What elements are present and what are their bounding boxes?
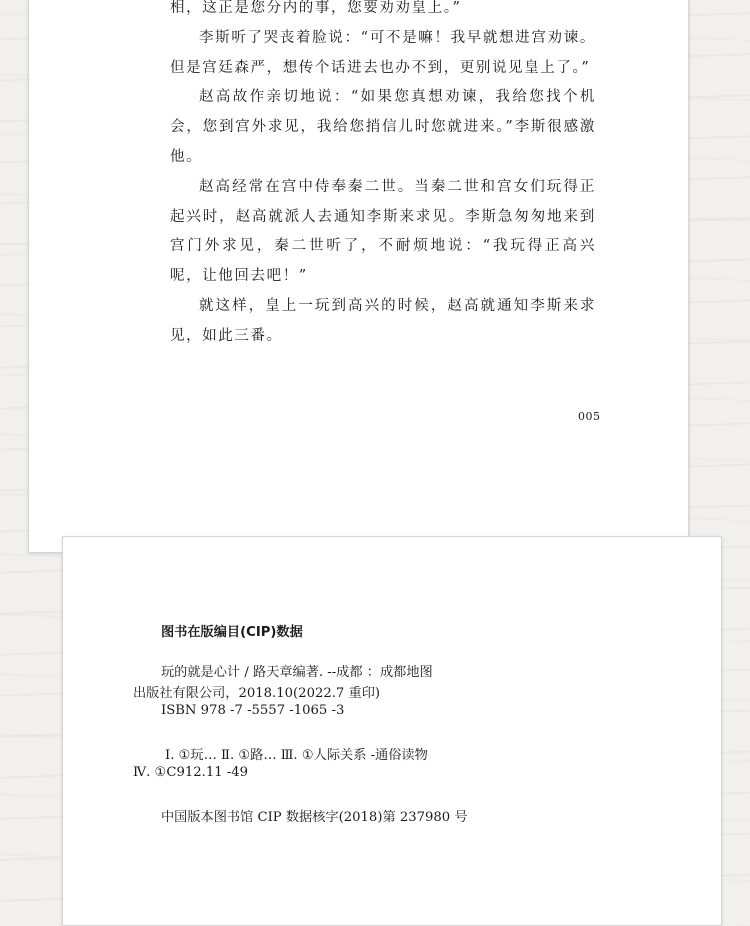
book-page bbox=[28, 0, 689, 553]
paragraph-1: 相，这正是您分内的事，您要劝劝皇上。” bbox=[170, 0, 462, 16]
book-text bbox=[170, 0, 596, 352]
cip-line-subjects: Ⅰ. ①玩… Ⅱ. ①路… Ⅲ. ①人际关系 -通俗读物 bbox=[165, 748, 428, 763]
paragraph-3: 赵高故作亲切地说：“如果您真想劝谏，我给您找个机会，您到宫外求见，我给您捎信儿时您就进来。”李斯很感激他。 bbox=[170, 89, 596, 165]
cip-page bbox=[62, 536, 722, 926]
cip-line-publisher: 出版社有限公司，2018.10(2022.7 重印) bbox=[133, 686, 381, 701]
cip-line-title-author: 玩的就是心计 / 路天章编著. --成都 ：成都地图 bbox=[161, 665, 433, 680]
paragraph-4: 赵高经常在宫中侍奉秦二世。当秦二世和宫女们玩得正起兴时，赵高就派人去通知李斯来求见。李斯急匆匆地来到宫门外求见，秦二世听了，不耐烦地说：“我玩得正高兴呢，让他回去吧！” bbox=[170, 178, 596, 285]
page-number: 005 bbox=[578, 410, 601, 423]
paragraph-2: 李斯听了哭丧着脸说：“可不是嘛！我早就想进宫劝谏。但是宫廷森严，想传个话进去也办不到，更别说见皇上了。” bbox=[170, 29, 596, 76]
cip-line-classification: Ⅳ. ①C912.11 -49 bbox=[133, 765, 249, 780]
cip-title: 图书在版编目(CIP)数据 bbox=[161, 625, 303, 640]
paragraph-5: 就这样，皇上一玩到高兴的时候，赵高就通知李斯来求见，如此三番。 bbox=[170, 297, 596, 344]
cip-line-record-number: 中国版本图书馆 CIP 数据核字(2018)第 237980 号 bbox=[161, 810, 468, 825]
cip-line-isbn: ISBN 978 -7 -5557 -1065 -3 bbox=[161, 703, 345, 718]
